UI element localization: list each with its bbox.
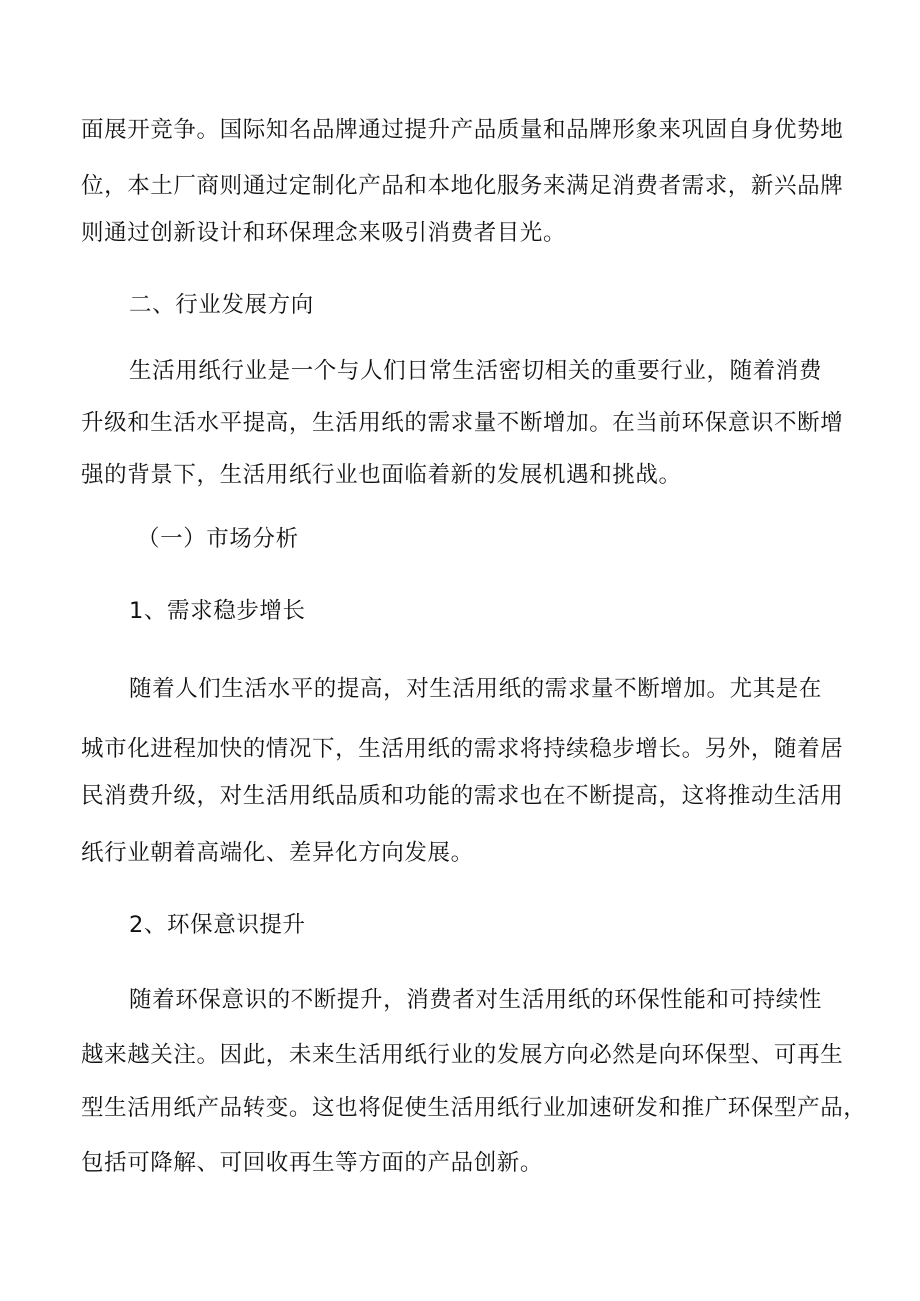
- section-heading: 二、行业发展方向: [129, 292, 314, 318]
- item1-paragraph-line-1: 随着人们生活水平的提高，对生活用纸的需求量不断增加。尤其是在: [129, 676, 823, 702]
- section-paragraph-line-2: 升级和生活水平提高，生活用纸的需求量不断增加。在当前环保意识不断增: [81, 410, 844, 436]
- section-paragraph-line-3: 强的背景下，生活用纸行业也面临着新的发展机遇和挑战。: [81, 462, 682, 488]
- subsection-heading: （一）市场分析: [137, 526, 299, 552]
- intro-paragraph-line-2: 位，本土厂商则通过定制化产品和本地化服务来满足消费者需求，新兴品牌: [81, 173, 844, 199]
- intro-paragraph-line-1: 面展开竞争。国际知名品牌通过提升产品质量和品牌形象来巩固自身优势地: [81, 117, 844, 143]
- item2-heading: 2、环保意识提升: [129, 912, 306, 938]
- item2-paragraph-line-3: 型生活用纸产品转变。这也将促使生活用纸行业加速研发和推广环保型产品，: [81, 1095, 867, 1121]
- section-paragraph-line-1: 生活用纸行业是一个与人们日常生活密切相关的重要行业，随着消费: [129, 358, 823, 384]
- item2-paragraph-line-4: 包括可降解、可回收再生等方面的产品创新。: [81, 1150, 544, 1176]
- item2-paragraph-line-1: 随着环保意识的不断提升，消费者对生活用纸的环保性能和可持续性: [129, 987, 823, 1013]
- item1-paragraph-line-3: 民消费升级，对生活用纸品质和功能的需求也在不断提高，这将推动生活用: [81, 783, 844, 809]
- item2-paragraph-line-2: 越来越关注。因此，未来生活用纸行业的发展方向必然是向环保型、可再生: [81, 1042, 844, 1068]
- item1-paragraph-line-2: 城市化进程加快的情况下，生活用纸的需求将持续稳步增长。另外，随着居: [81, 736, 844, 762]
- item1-heading: 1、需求稳步增长: [129, 598, 306, 624]
- intro-paragraph-line-3: 则通过创新设计和环保理念来吸引消费者目光。: [81, 220, 567, 246]
- item1-paragraph-line-4: 纸行业朝着高端化、差异化方向发展。: [81, 840, 474, 866]
